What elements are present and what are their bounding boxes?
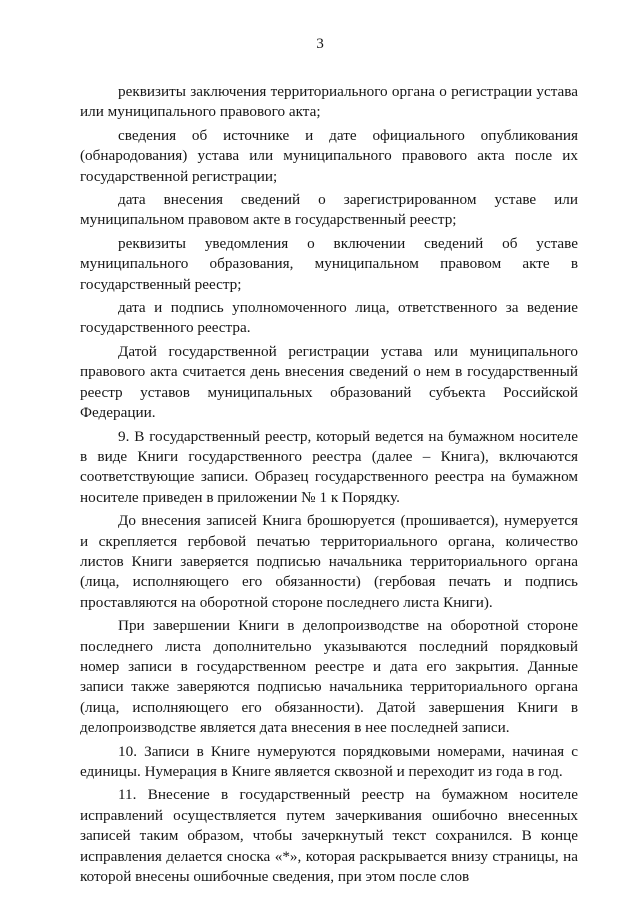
paragraph-book-binding: До внесения записей Книга брошюруется (прошивается), нумеруется и скрепляется гербовой печатью территориального органа, количество листов Книги заверяется подписью начальника территориального органа (лица, исполняющего его обязанности) (гербовая печать и подпись проставляются на оборотной стороне последнего листа Книги). (80, 512, 578, 611)
paragraph-signature: дата и подпись уполномоченного лица, ответственного за ведение государственного реестра. (80, 299, 578, 337)
paragraph-book-completion: При завершении Книги в делопроизводстве на оборотной стороне последнего листа дополнительно указываются последний порядковый номер записи в государственном реестре и дата его закрытия. Данные записи также заверяются подписью начальника территориального органа (лица, исполняющего его обязанности). Датой завершения Книги в делопроизводстве является дата внесения в нее последней записи. (80, 617, 578, 737)
paragraph-publication-info: сведения об источнике и дате официального опубликования (обнародования) устава или муниципального правового акта после их государственной регистрации; (80, 126, 578, 185)
page-number: 3 (316, 35, 324, 52)
paragraph-conclusion-details: реквизиты заключения территориального органа о регистрации устава или муниципального правового акта; (80, 83, 578, 121)
paragraph-clause-11: 11. Внесение в государственный реестр на бумажном носителе исправлений осуществляется путем зачеркивания ошибочно внесенных записей таким образом, чтобы зачеркнутый текст сохранился. В конце исправления делается сноска «*», которая раскрывается внизу страницы, на которой внесены ошибочные сведения, при этом после слов (80, 786, 578, 886)
paragraph-notification-details: реквизиты уведомления о включении сведений об уставе муниципального образования, муниципальном правовом акте в государственный реестр; (80, 234, 578, 293)
paragraph-registration-date: Датой государственной регистрации устава или муниципального правового акта считается день внесения сведений о нем в государственный реестр уставов муниципальных образований субъекта Российской Федерации. (80, 342, 578, 422)
paragraph-entry-date: дата внесения сведений о зарегистрированном уставе или муниципальном правовом акте в государственный реестр; (80, 191, 578, 229)
paragraph-clause-9: 9. В государственный реестр, который ведется на бумажном носителе в виде Книги государственного реестра (далее – Книга), включаются соответствующие записи. Образец государственного реестра на бумажном носителе приведен в приложении № 1 к Порядку. (80, 427, 578, 506)
paragraph-clause-10: 10. Записи в Книге нумеруются порядковыми номерами, начиная с единицы. Нумерация в Книге является сквозной и переходит из года в год. (80, 742, 578, 780)
